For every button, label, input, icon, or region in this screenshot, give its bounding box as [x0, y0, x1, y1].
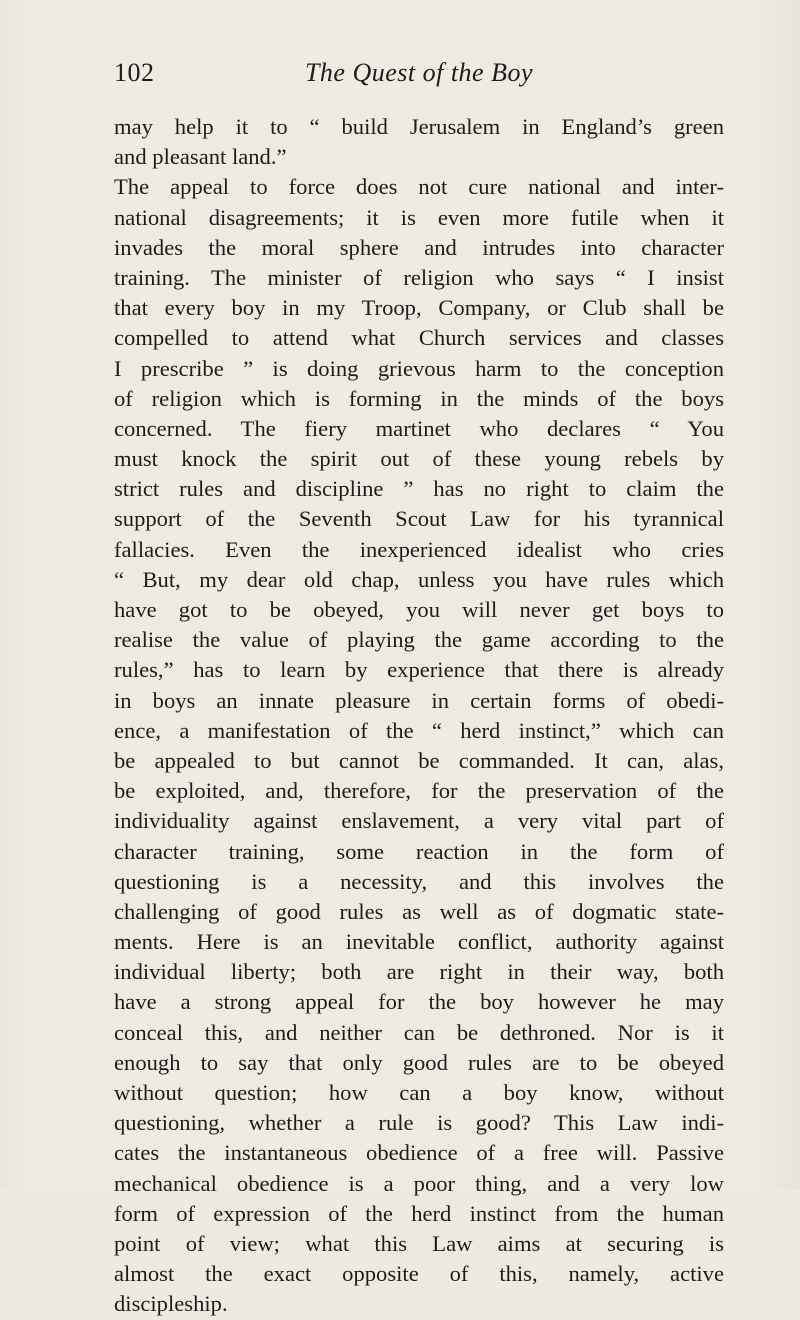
text-line: and pleasant land.”: [114, 144, 287, 170]
text-line: ments. Here is an inevitable conflict, authority against: [114, 929, 724, 955]
text-line: fallacies. Even the inexperienced idealist who cries: [114, 536, 724, 562]
text-line: conceal this, and neither can be dethroned. Nor is it: [114, 1019, 724, 1045]
text-line: of religion which is forming in the minds of the boys: [114, 385, 724, 411]
text-line: challenging of good rules as well as of dogmatic state-: [114, 898, 724, 924]
text-line: enough to say that only good rules are to be obeyed: [114, 1049, 724, 1075]
text-line: “ But, my dear old chap, unless you have rules which: [114, 566, 724, 592]
text-line: have a strong appeal for the boy however he may: [114, 989, 724, 1015]
text-line: I prescribe ” is doing grievous harm to the conception: [114, 355, 724, 381]
text-line: support of the Seventh Scout Law for his tyrannical: [114, 506, 724, 532]
text-line: may help it to “ build Jerusalem in England’s green: [114, 114, 724, 139]
text-line: The appeal to force does not cure national and inter-: [114, 174, 724, 200]
text-line: have got to be obeyed, you will never get boys to: [114, 597, 724, 622]
text-line: compelled to attend what Church services and classes: [114, 325, 724, 351]
text-line: invades the moral sphere and intrudes into character: [114, 234, 724, 260]
text-line: discipleship.: [114, 1291, 228, 1317]
text-line: realise the value of playing the game according to the: [114, 627, 724, 653]
text-line: form of expression of the herd instinct from the human: [114, 1200, 724, 1226]
text-line: almost the exact opposite of this, namely, active: [114, 1261, 724, 1287]
text-line: point of view; what this Law aims at securing is: [114, 1230, 724, 1256]
body-text: [114, 112, 724, 1320]
text-line: questioning, whether a rule is good? This Law indi-: [114, 1110, 724, 1136]
text-line: be exploited, and, therefore, for the preservation of the: [114, 778, 724, 804]
text-line: strict rules and discipline ” has no right to claim the: [114, 476, 724, 502]
text-line: individuality against enslavement, a very vital part of: [114, 808, 724, 834]
text-line: mechanical obedience is a poor thing, and a very low: [114, 1170, 724, 1196]
text-line: in boys an innate pleasure in certain forms of obedi-: [114, 687, 724, 713]
text-line: individual liberty; both are right in their way, both: [114, 959, 724, 985]
text-line: ence, a manifestation of the “ herd instinct,” which can: [114, 717, 724, 743]
text-line: national disagreements; it is even more futile when it: [114, 204, 724, 230]
text-line: rules,” has to learn by experience that there is already: [114, 657, 724, 683]
text-line: without question; how can a boy know, without: [114, 1080, 724, 1105]
text-line: character training, some reaction in the form of: [114, 838, 724, 864]
text-line: concerned. The fiery martinet who declares “ You: [114, 415, 724, 441]
page-number: 102: [114, 58, 155, 87]
text-line: questioning is a necessity, and this involves the: [114, 868, 724, 894]
text-line: must knock the spirit out of these young rebels by: [114, 446, 724, 472]
text-line: that every boy in my Troop, Company, or Club shall be: [114, 295, 724, 321]
page-header: [114, 58, 724, 98]
running-head: The Quest of the Boy: [304, 58, 534, 87]
text-line: be appealed to but cannot be commanded. It can, alas,: [114, 747, 724, 773]
text-line: cates the instantaneous obedience of a free will. Passive: [114, 1140, 724, 1166]
text-line: training. The minister of religion who says “ I insist: [114, 264, 724, 290]
